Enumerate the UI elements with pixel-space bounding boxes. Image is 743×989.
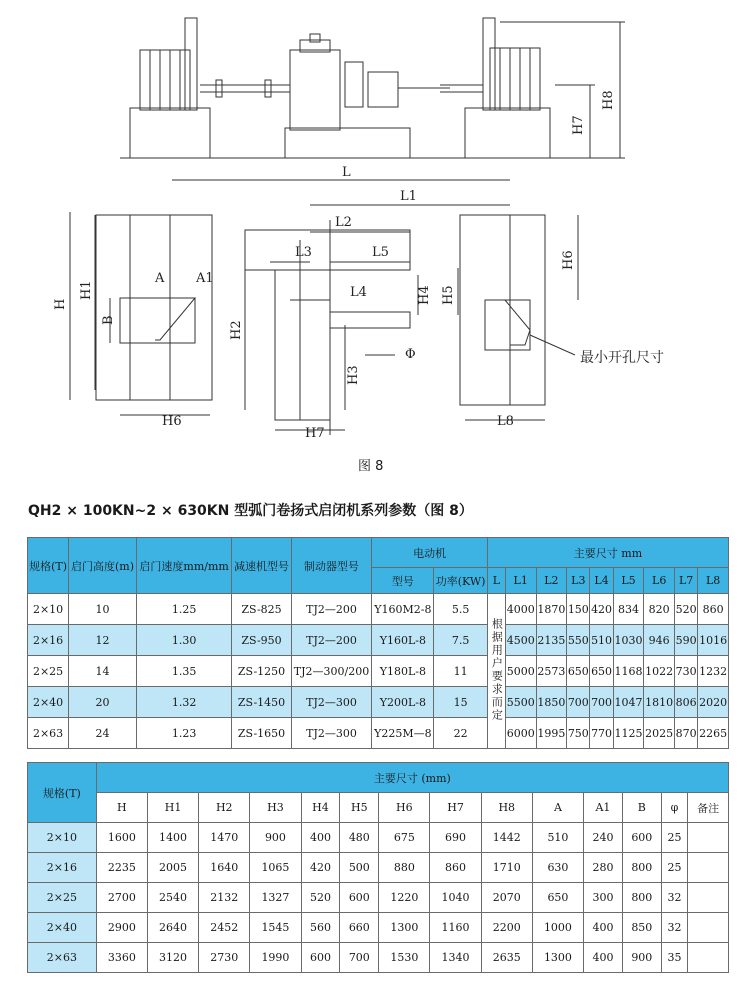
cell-dim: 1600 (96, 823, 147, 853)
cell-dim: 880 (379, 853, 430, 883)
cell-dim: 860 (430, 853, 481, 883)
table-row (28, 823, 729, 853)
cell-dim: 1850 (536, 687, 567, 718)
col-A1: A1 (584, 793, 623, 823)
dim-L: L (342, 165, 351, 180)
dim-phi: Φ (405, 347, 416, 362)
table-row (28, 943, 729, 973)
col-speed: 启门速度mm/mm (136, 538, 232, 594)
cell-dim: 520 (675, 594, 698, 625)
cell-dim: 870 (675, 718, 698, 749)
cell-dim: 2135 (536, 625, 567, 656)
cell-speed: 1.32 (136, 687, 232, 718)
cell-dim: 3120 (147, 943, 198, 973)
cell-dim: 600 (340, 883, 379, 913)
col-L7: L7 (675, 568, 698, 594)
col-main-dims-2: 主要尺寸 (mm) (96, 763, 728, 793)
dim-A1: A1 (196, 271, 214, 286)
cell-dim: 35 (661, 943, 687, 973)
cell-dim: 1160 (430, 913, 481, 943)
cell-spec: 2×40 (28, 913, 97, 943)
col-H6: H6 (379, 793, 430, 823)
cell-dim: 1065 (250, 853, 301, 883)
cell-dim: 1327 (250, 883, 301, 913)
col-H5: H5 (340, 793, 379, 823)
cell-dim: 900 (622, 943, 661, 973)
cell-dim: 1400 (147, 823, 198, 853)
col-L4: L4 (590, 568, 613, 594)
dim-L4: L4 (350, 285, 367, 300)
dim-L8: L8 (497, 414, 514, 429)
cell-dim: 1870 (536, 594, 567, 625)
cell-dim: 1470 (199, 823, 250, 853)
cell-spec: 2×63 (28, 943, 97, 973)
cell-dim: 834 (613, 594, 644, 625)
col-L2: L2 (536, 568, 567, 594)
cell-spec: 2×25 (28, 883, 97, 913)
cell-dim: 1990 (250, 943, 301, 973)
cell-speed: 1.35 (136, 656, 232, 687)
cell-dim: 5500 (505, 687, 536, 718)
cell-dim: 675 (379, 823, 430, 853)
center-base-frame (285, 128, 410, 158)
table-row (28, 594, 729, 625)
cell-power: 15 (434, 687, 488, 718)
right-drum-plan (460, 215, 545, 405)
gearbox (290, 50, 340, 130)
dim-H5: H5 (441, 285, 456, 305)
cell-dim (688, 913, 729, 943)
cell-reducer: ZS-950 (232, 625, 291, 656)
cell-dim (688, 883, 729, 913)
cell-dim: 2452 (199, 913, 250, 943)
cell-brake: TJ2—300 (291, 718, 372, 749)
cell-dim: 690 (430, 823, 481, 853)
dim-L2: L2 (335, 215, 352, 230)
cell-spec: 2×10 (28, 823, 97, 853)
col-motor-power: 功率(KW) (434, 568, 488, 594)
dim-A: A (155, 271, 165, 286)
col-motor-model: 型号 (372, 568, 434, 594)
cell-dim: 2265 (698, 718, 729, 749)
col-main-dims: 主要尺寸 mm (487, 538, 728, 568)
right-drum (490, 48, 540, 110)
cell-dim: 1125 (613, 718, 644, 749)
cell-spec: 2×40 (28, 687, 69, 718)
cell-height: 24 (69, 718, 137, 749)
col-L1: L1 (505, 568, 536, 594)
col-L: L (487, 568, 505, 594)
cell-dim: 400 (301, 823, 340, 853)
cell-dim: 2005 (147, 853, 198, 883)
cell-dim: 650 (532, 883, 583, 913)
cell-dim: 480 (340, 823, 379, 853)
cell-dim: 730 (675, 656, 698, 687)
cell-dim: 590 (675, 625, 698, 656)
cell-height: 20 (69, 687, 137, 718)
cell-brake: TJ2—200 (291, 594, 372, 625)
cell-dim: 1030 (613, 625, 644, 656)
motor (368, 72, 398, 107)
params-table-1 (27, 537, 729, 749)
cell-speed: 1.30 (136, 625, 232, 656)
cell-dim: 806 (675, 687, 698, 718)
cell-dim: 6000 (505, 718, 536, 749)
cell-dim: 630 (532, 853, 583, 883)
col-H4: H4 (301, 793, 340, 823)
cell-dim: 560 (301, 913, 340, 943)
cell-power: 7.5 (434, 625, 488, 656)
cell-dim: 1530 (379, 943, 430, 973)
cell-reducer: ZS-1250 (232, 656, 291, 687)
cell-dim: 660 (340, 913, 379, 943)
cell-dim: 860 (698, 594, 729, 625)
cell-dim: 1640 (199, 853, 250, 883)
cell-speed: 1.23 (136, 718, 232, 749)
cell-dim: 2900 (96, 913, 147, 943)
cell-dim: 2132 (199, 883, 250, 913)
cell-height: 12 (69, 625, 137, 656)
col-L3: L3 (567, 568, 590, 594)
brake (345, 62, 363, 107)
col-L5: L5 (613, 568, 644, 594)
cell-dim: 500 (340, 853, 379, 883)
col-spec: 规格(T) (28, 538, 69, 594)
cell-dim: 1995 (536, 718, 567, 749)
col-B: B (622, 793, 661, 823)
left-base-frame (130, 108, 210, 158)
cell-dim: 510 (532, 823, 583, 853)
col-motor: 电动机 (372, 538, 487, 568)
col-height: 启门高度(m) (69, 538, 137, 594)
cell-dim: 2200 (481, 913, 532, 943)
cell-dim: 946 (644, 625, 675, 656)
cell-dim: 700 (567, 687, 590, 718)
cell-dim: 2020 (698, 687, 729, 718)
cell-dim: 650 (590, 656, 613, 687)
col-L6: L6 (644, 568, 675, 594)
cell-dim: 240 (584, 823, 623, 853)
dim-H6-right: H6 (561, 250, 576, 270)
dim-H6: H6 (162, 414, 182, 429)
cell-dim (688, 943, 729, 973)
cell-dim: 700 (590, 687, 613, 718)
col-H7: H7 (430, 793, 481, 823)
dim-H2: H2 (229, 320, 244, 340)
cell-reducer: ZS-1450 (232, 687, 291, 718)
cell-dim: 32 (661, 913, 687, 943)
cell-spec: 2×16 (28, 853, 97, 883)
col-H3: H3 (250, 793, 301, 823)
table-row (28, 625, 729, 656)
table-row (28, 883, 729, 913)
col-phi: φ (661, 793, 687, 823)
cell-dim: 800 (622, 853, 661, 883)
cell-brake: TJ2—200 (291, 625, 372, 656)
table-row (28, 913, 729, 943)
cell-dim: 25 (661, 823, 687, 853)
cell-power: 11 (434, 656, 488, 687)
cell-dim: 2025 (644, 718, 675, 749)
cell-dim: 520 (301, 883, 340, 913)
callout-min-opening: 最小开孔尺寸 (580, 350, 664, 366)
cell-spec: 2×16 (28, 625, 69, 656)
cell-spec: 2×25 (28, 656, 69, 687)
cell-dim: 1022 (644, 656, 675, 687)
cell-dim: 510 (590, 625, 613, 656)
cell-dim: 2640 (147, 913, 198, 943)
cell-motor: Y200L-8 (372, 687, 434, 718)
dim-B: B (101, 315, 116, 325)
cell-dim: 700 (340, 943, 379, 973)
cell-dim: 900 (250, 823, 301, 853)
col-L8: L8 (698, 568, 729, 594)
cell-dim: 1040 (430, 883, 481, 913)
cell-dim: 600 (301, 943, 340, 973)
cell-dim: 420 (301, 853, 340, 883)
cell-dim: 750 (567, 718, 590, 749)
cell-height: 10 (69, 594, 137, 625)
cell-dim: 550 (567, 625, 590, 656)
cell-power: 5.5 (434, 594, 488, 625)
dim-L3: L3 (295, 245, 312, 260)
dim-H4: H4 (417, 285, 432, 305)
cell-brake: TJ2—300/200 (291, 656, 372, 687)
dim-H3: H3 (346, 365, 361, 385)
cell-brake: TJ2—300 (291, 687, 372, 718)
cell-dim: 400 (584, 913, 623, 943)
cell-motor: Y160L-8 (372, 625, 434, 656)
right-base-frame (465, 108, 550, 158)
cell-dim: 600 (622, 823, 661, 853)
cell-dim: 850 (622, 913, 661, 943)
dim-H7: H7 (305, 426, 325, 441)
cell-dim: 1016 (698, 625, 729, 656)
col-H8: H8 (481, 793, 532, 823)
cell-spec: 2×63 (28, 718, 69, 749)
dim-L5: L5 (372, 245, 389, 260)
cell-dim: 2070 (481, 883, 532, 913)
table-row (28, 853, 729, 883)
cell-spec: 2×10 (28, 594, 69, 625)
cell-dim: 1710 (481, 853, 532, 883)
col-remark: 备注 (688, 793, 729, 823)
cell-dim: 1300 (532, 943, 583, 973)
cell-power: 22 (434, 718, 488, 749)
cell-height: 14 (69, 656, 137, 687)
col-H2: H2 (199, 793, 250, 823)
cell-dim: 420 (590, 594, 613, 625)
cell-dim: 1000 (532, 913, 583, 943)
cell-dim: 280 (584, 853, 623, 883)
cell-dim: 2730 (199, 943, 250, 973)
cell-dim: 4000 (505, 594, 536, 625)
cell-dim: 2700 (96, 883, 147, 913)
cell-dim: 400 (584, 943, 623, 973)
cell-L-note (487, 594, 505, 749)
cell-dim: 3360 (96, 943, 147, 973)
cell-dim: 1232 (698, 656, 729, 687)
dim-H1: H1 (79, 280, 94, 300)
cell-dim (688, 853, 729, 883)
cell-motor: Y225M—8 (372, 718, 434, 749)
cell-reducer: ZS-1650 (232, 718, 291, 749)
dim-H: H (53, 298, 68, 310)
col-H1: H1 (147, 793, 198, 823)
dim-H7-elev: H7 (571, 115, 586, 135)
cell-dim: 800 (622, 883, 661, 913)
cell-dim: 5000 (505, 656, 536, 687)
col-spec-2: 规格(T) (28, 763, 97, 823)
dim-H8: H8 (601, 90, 616, 110)
figure-label: 图 8 (358, 459, 384, 474)
params-table-2 (27, 762, 729, 973)
dim-L1: L1 (400, 189, 417, 204)
cell-dim: 32 (661, 883, 687, 913)
col-brake: 制动器型号 (291, 538, 372, 594)
cell-dim: 1340 (430, 943, 481, 973)
cell-motor: Y160M2-8 (372, 594, 434, 625)
cell-dim: 4500 (505, 625, 536, 656)
cell-dim: 2235 (96, 853, 147, 883)
cell-dim: 150 (567, 594, 590, 625)
cell-dim: 770 (590, 718, 613, 749)
cell-dim: 650 (567, 656, 590, 687)
cell-dim: 2540 (147, 883, 198, 913)
col-H: H (96, 793, 147, 823)
cell-dim: 1220 (379, 883, 430, 913)
cell-reducer: ZS-825 (232, 594, 291, 625)
table-row (28, 656, 729, 687)
table-row (28, 718, 729, 749)
hoist-drawing (0, 0, 743, 480)
cell-dim: 1300 (379, 913, 430, 943)
col-A: A (532, 793, 583, 823)
cell-dim: 1168 (613, 656, 644, 687)
cell-dim (688, 823, 729, 853)
cell-dim: 820 (644, 594, 675, 625)
cell-speed: 1.25 (136, 594, 232, 625)
cell-dim: 2573 (536, 656, 567, 687)
cell-dim: 1047 (613, 687, 644, 718)
cell-dim: 1810 (644, 687, 675, 718)
left-drum (140, 50, 190, 110)
cell-dim: 300 (584, 883, 623, 913)
page-title: QH2 × 100KN~2 × 630KN 型弧门卷扬式启闭机系列参数（图 8） (28, 503, 473, 519)
col-reducer: 减速机型号 (232, 538, 291, 594)
cell-dim: 25 (661, 853, 687, 883)
table-row (28, 687, 729, 718)
L-note-text: 根据用户要求而定 (490, 617, 504, 722)
cell-dim: 2635 (481, 943, 532, 973)
cell-dim: 1442 (481, 823, 532, 853)
cell-dim: 1545 (250, 913, 301, 943)
cell-motor: Y180L-8 (372, 656, 434, 687)
